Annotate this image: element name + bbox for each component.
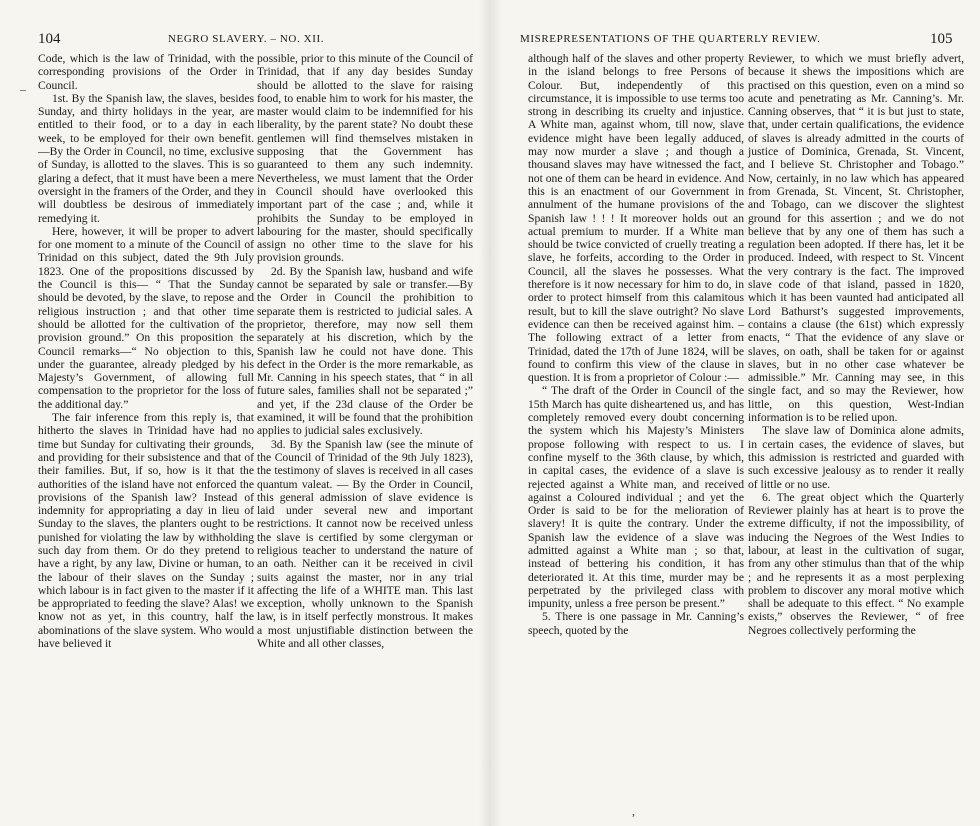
- right-page: [490, 0, 980, 826]
- left-running-head: NEGRO SLAVERY. – NO. XII.: [168, 33, 325, 45]
- paragraph: 6. The great object which the Quarterly Reviewer plainly has at heart is to prove the extreme difficulty, if not the impossibility, of inducing the Negroes of the West Indies to labour, at least in the cultivation of sugar, from any other stimulus than that of the whip ; and he represents it as a most perplexing problem to discover any moral motive which shall be adequate to this effect. “ No example exists,” observes the Reviewer, “ of free Negroes collectively performing the: [748, 490, 964, 637]
- right-column-2: [748, 52, 964, 637]
- right-page-number: 105: [930, 31, 953, 47]
- left-page-number: 104: [38, 31, 61, 47]
- paragraph: possible, prior to this minute of the Council of Trinidad, that if any day besides Sunday should be allotted to the slave for raising food, to enable him to work for his master, the master would claim to be indemnified for his liberality, by the parent state? No doubt these gentlemen will find themselves mistaken in supposing that the Government has guaranteed to them any such indemnity. Nevertheless, we must lament that the Order in Council should have overlooked this important part of the case ; and, while it prohibits the Sunday to be employed in labouring for the master, should specifically assign no other time to the slave for his provision grounds.: [257, 52, 473, 265]
- paragraph: The slave law of Dominica alone admits, in certain cases, the evidence of slaves, but this admission is restricted and guarded with such excessive jealousy as to render it really of little or no use.: [748, 424, 964, 491]
- paragraph: Code, which is the law of Trinidad, with the corresponding provisions of the Order in Council.: [38, 52, 254, 92]
- paragraph: 3d. By the Spanish law (see the minute of the Council of Trinidad of the 9th July 1823), the testimony of slaves is received in all cases quantum valeat. — By the Order in Council, this general admission of slave evidence is laid under several new and important restrictions. It cannot now be received unless the slave is certified by some clergyman or religious teacher to understand the nature of an oath. Neither can it be received in civil suits against the master, nor in any trial affecting the life of a WHITE man. This last exception, wholly unknown to the Spanish law, is in itself perfectly monstrous. It makes a most unjustifiable distinction between the White and all other classes,: [257, 437, 473, 651]
- margin-mark: ,: [632, 804, 635, 818]
- right-running-head: MISREPRESENTATIONS OF THE QUARTERLY REVIEW.: [520, 33, 821, 45]
- paragraph: 5. There is one passage in Mr. Canning’s speech, quoted by the: [528, 610, 744, 637]
- paragraph: “ The draft of the Order in Council of the 15th March has quite disheartened us, and has completely removed every doubt concerning the system which his Majesty’s Ministers propose following with respect to us. I confine myself to the 36th clause, by which, in capital cases, the evidence of a slave is rejected against a White man, and received against a Coloured individual ; and yet the Order is said to be for the melioration of slavery! It is quite the contrary. Under the Spanish law the evidence of a slave was admitted against a White man ; so that, instead of bettering his condition, it has deteriorated it. At this time, murder may be perpetrated by the privileged class with impunity, unless a free person be present.”: [528, 384, 744, 611]
- paragraph: The fair inference from this reply is, that hitherto the slaves in Trinidad have had no time but Sunday for cultivating their grounds, and providing for their subsistence and that of their families. But, if so, how is it that the authorities of the island have not enforced the provisions of the Spanish law? Instead of indemnity for appropriating a day in lieu of Sunday to the slaves, the planters ought to be punished for violating the law by withholding such day from them. Or do they pretend to have a right, by any law, Divine or human, to the labour of their slaves on the Sunday ; which labour is in fact given to the master if it be appropriated to feeding the slave? Alas! we know not as yet, in this country, half the abominations of the slave system. Who would have believed it: [38, 411, 254, 651]
- right-column-1: [528, 52, 744, 637]
- paragraph: 2d. By the Spanish law, husband and wife cannot be separated by sale or transfer.—By the Order in Council the prohibition to separate them is restricted to judicial sales. A proprietor, therefore, may now sell them separately at his discretion, which by the Spanish law he could not have done. This defect in the Order is the more remarkable, as Mr. Canning in his speech states, that “ in all future sales, families shall not be separated ;” and yet, if the 23d clause of the Order be examined, it will be found that the prohibition applies to judicial sales exclusively.: [257, 264, 473, 438]
- left-column-2: [257, 52, 473, 650]
- paragraph: Reviewer, to which we must briefly advert, because it shews the impositions which are practised on this question, even on a mind so acute and penetrating as Mr. Canning’s. Mr. Canning observes, that “ it is but just to state, that, under certain qualifications, the evidence of slaves is already admitted in the courts of justice of Dominica, Grenada, St. Vincent, and I believe St. Christopher and Tobago.” Now, certainly, in no law which has appeared from Grenada, St. Vincent, St. Christopher, and Tobago, can we discover the slightest ground for this assertion ; and we do not believe that by any one of them has such a regulation been adopted. If there has, let it be produced. Indeed, with respect to St. Vincent the very contrary is the fact. The improved slave code of that island, passed in 1820, which it has been vaunted had anticipated all Lord Bathurst’s suggested improvements, contains a clause (the 61st) which expressly enacts, “ That the evidence of any slave or slaves, on oath, shall be taken for or against slaves, but in no other case whatever be admissible.” Mr. Canning may see, in this single fact, and so may the Reviewer, how little, on this question, West-Indian information is to be relied upon.: [748, 52, 964, 425]
- paragraph: although half of the slaves and other property in the island belongs to free Persons of Colour. But, independently of this circumstance, it is impossible to use terms too strong in describing its cruelty and injustice. A White man, against whom, till now, slave evidence might have been legally adduced, may now murder a slave ; and though a thousand slaves may have witnessed the fact, not one of them can be heard in evidence. And this is an enactment of our Government in annulment of the humane provisions of the Spanish law ! ! ! It moreover holds out an actual premium to murder. If a White man should be twice convicted of cruelly treating a slave, he forfeits, according to the Order in Council, all the slaves he possesses. What therefore is it now necessary for him to do, in order to protect himself from this calamitous result, but to kill the slave outright? No slave evidence can then be received against him. – The following extract of a letter from Trinidad, dated the 17th of June 1824, will be found to confirm this view of the clause in question. It is from a proprietor of Colour :—: [528, 52, 744, 385]
- paragraph: Here, however, it will be proper to advert for one moment to a minute of the Council of Trinidad on this subject, dated the 9th July 1823. One of the propositions discussed by the Council is this— “ That the Sunday should be devoted, by the slave, to repose and religious instruction ; and that other time should be allotted for the cultivation of the provision ground.” On this proposition the Council remarks—“ No objection to this, under the guarantee, already pledged by his Majesty’s Government, of allowing full compensation to the proprietor for the loss of the additional day.”: [38, 224, 254, 411]
- paragraph: 1st. By the Spanish law, the slaves, besides Sunday, and thirty holidays in the year, are entitled to their food, or to a day in each week, to be employed for their own benefit. —By the Order in Council, no time, exclusive of Sunday, is allotted to the slaves. This is so glaring a defect, that it must have been a mere oversight in the framers of the Order, and they will doubtless be desirous of immediately remedying it.: [38, 91, 254, 225]
- margin-mark: –: [20, 82, 26, 96]
- left-column-1: [38, 52, 254, 650]
